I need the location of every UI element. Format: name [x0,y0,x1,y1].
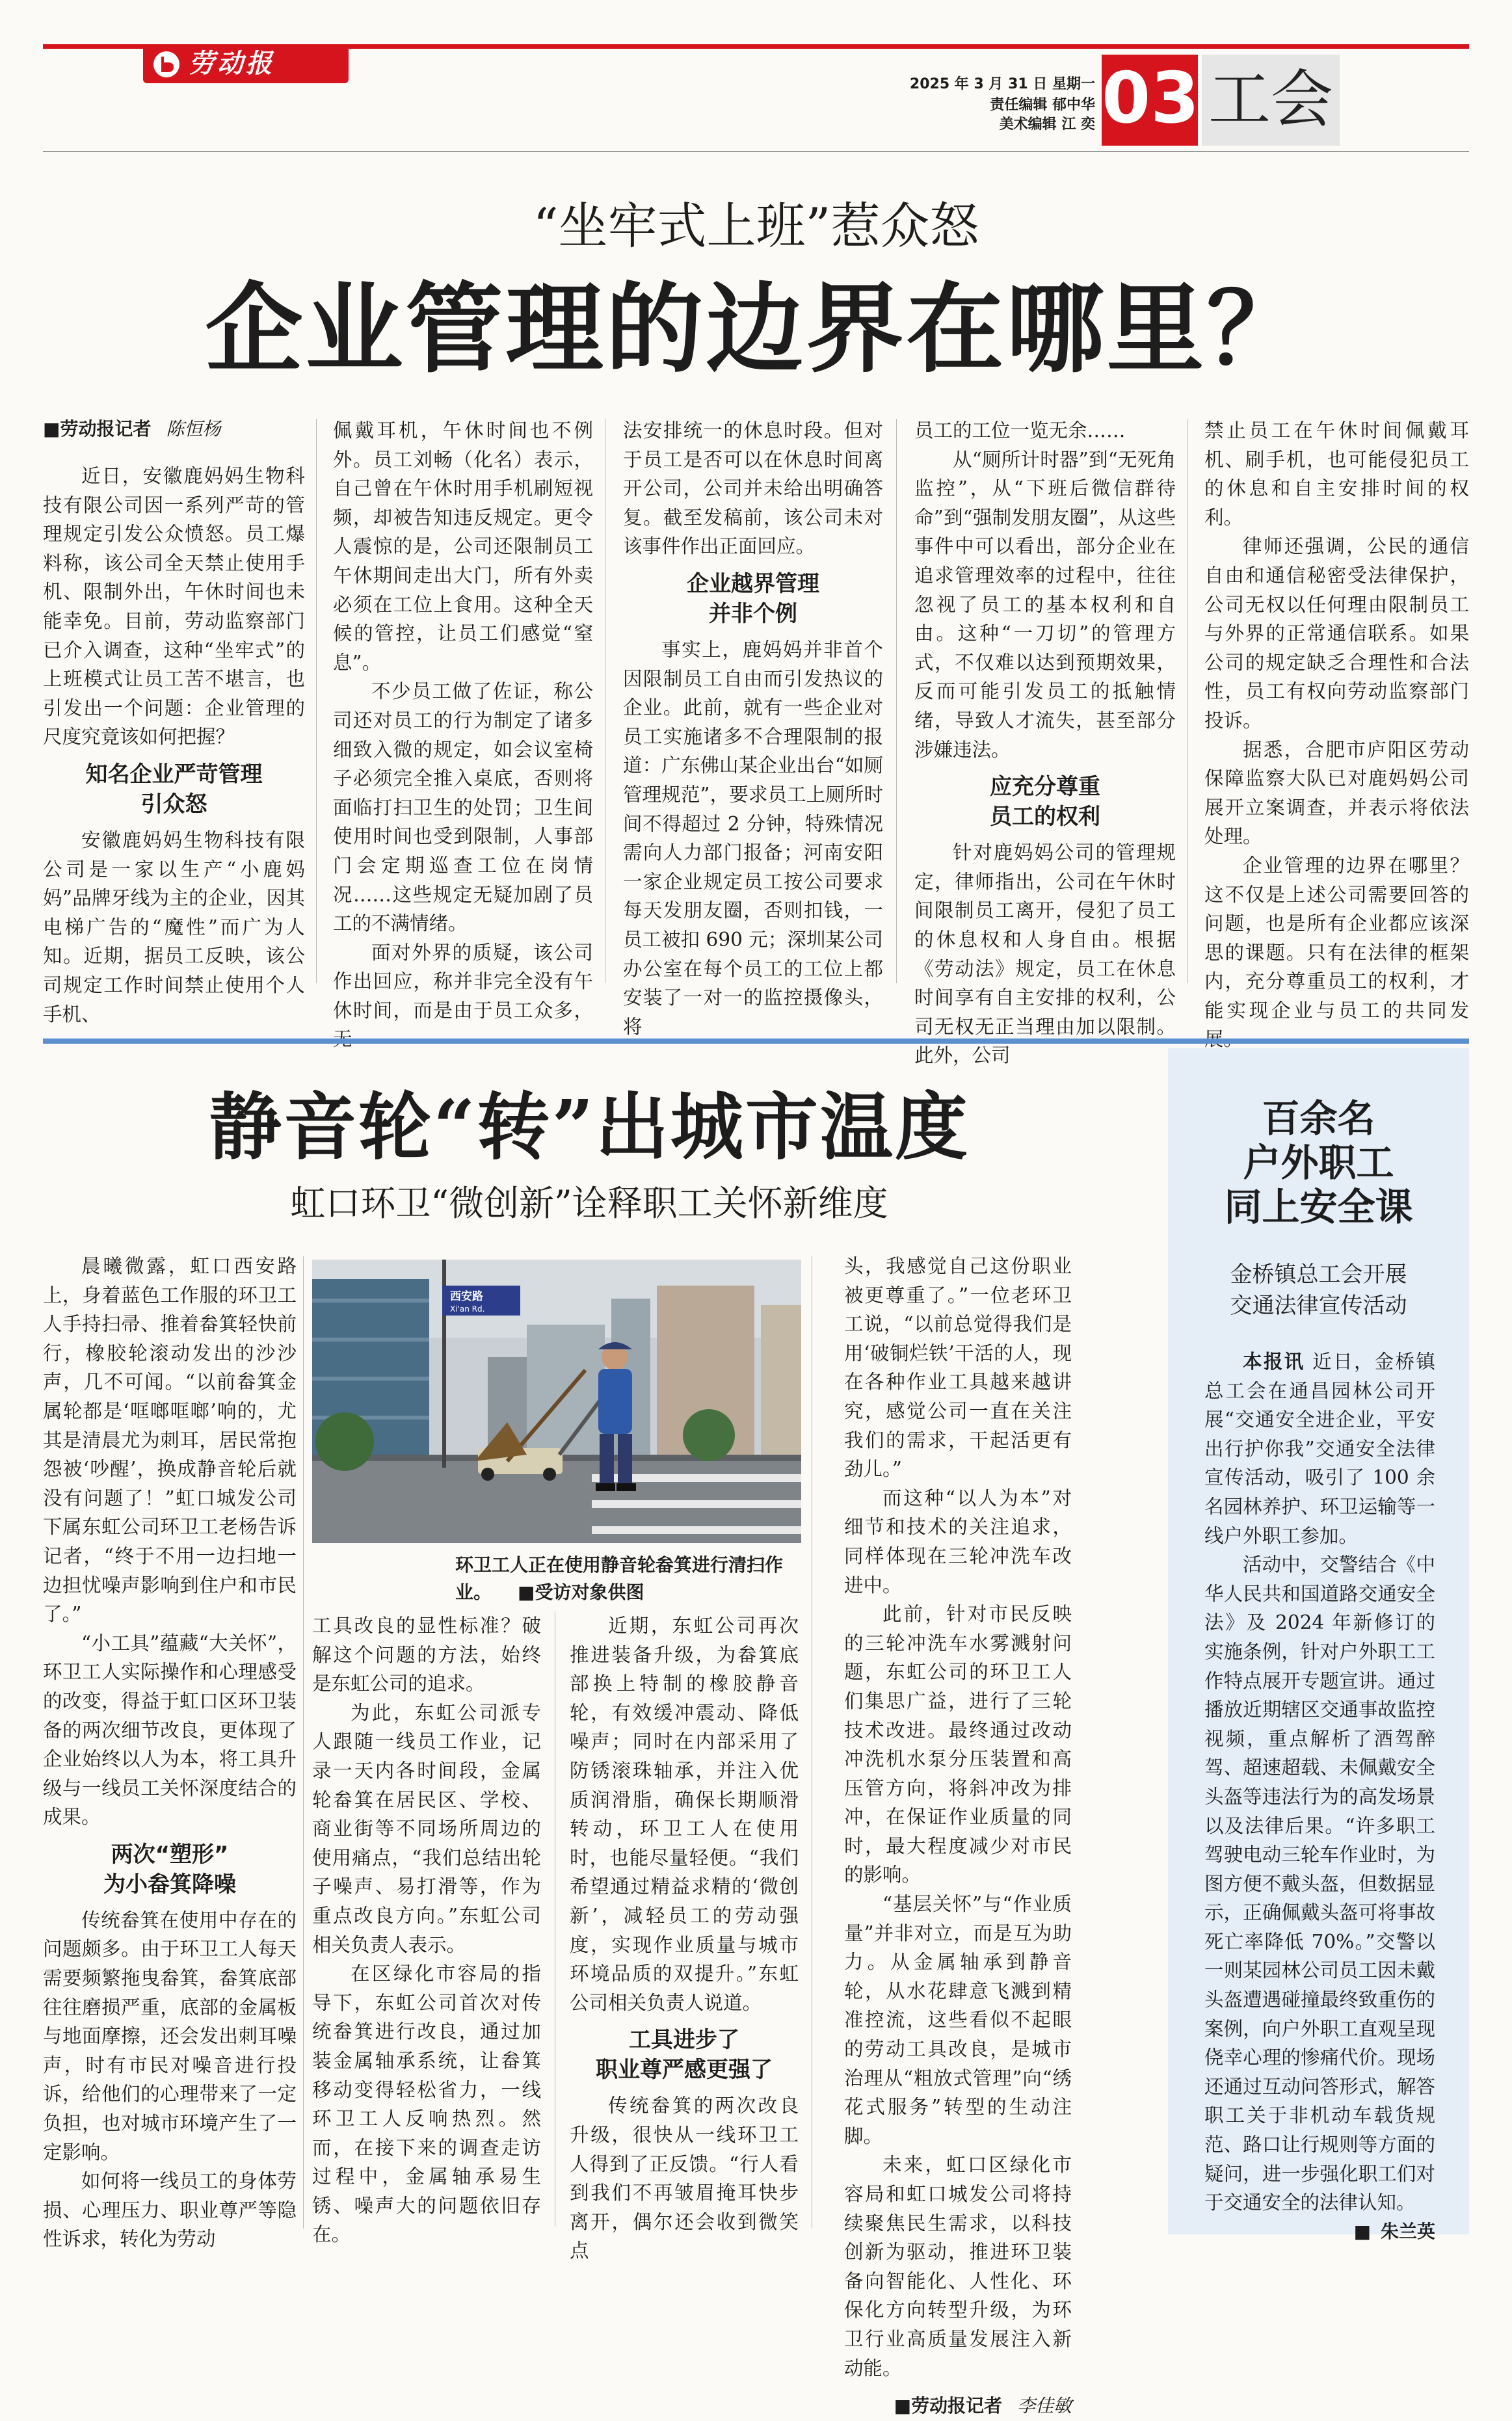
article2-paragraph: 而这种“以人为本”对细节和技术的关注追求，同样体现在三轮冲洗车改进中。 [844,1487,1072,1596]
article1-byline-name: 陈恒杨 [166,418,221,440]
article2-paragraph: 在区绿化市容局的指导下，东虹公司首次对传统畚箕进行改良，通过加装金属轴承系统，让畚箕移动变得轻松省力，一线环卫工人反响热烈。然而，在接下来的调查走访过程中，金属轴承易生锈、噪声大的问题依旧存在。 [312,1963,541,2246]
article1-paragraph: 佩戴耳机，午休时间也不例外。员工刘畅（化名）表示，自己曾在午休时用手机刷短视频，却被告知违反规定。更令人震惊的是，公司还限制员工午休期间走出大门，所有外卖必须在工位上食用。这种全天候的管控，让员工们感觉“窒息”。 [333,419,593,674]
editor-line: 责任编辑 郁中华 [990,97,1095,113]
article2-paragraph: 如何将一线员工的身体劳损、心理压力、职业尊严等隐性诉求，转化为劳动 [43,2170,297,2251]
article2-paragraph: 此前，针对市民反映的三轮冲洗车水雾溅射问题，东虹公司的环卫工人们集思广益，进行了三轮技术改进。最终通过改动冲洗机水泵分压装置和高压管方向，将斜冲改为排冲，在保证作业质量的同时，最大程度减少对市民的影响。 [844,1603,1072,1886]
page-number-box [1102,55,1198,146]
column-divider [896,419,897,983]
article1-paragraph: 安徽鹿妈妈生物科技有限公司是一家以生产“小鹿妈妈”品牌牙线为主的企业，因其电梯广告的“魔性”而广为人知。近期，据员工反映，该公司规定工作时间禁止使用个人手机、 [43,828,305,1025]
masthead-logo [143,44,349,83]
article1-kicker: “坐牢式上班”惹众怒 [533,197,979,255]
article2-byline [844,2392,1072,2421]
article1-paragraph: 禁止员工在午休时间佩戴耳机、刷手机，也可能侵犯员工的休息和自主安排时间的权利。 [1204,419,1469,529]
sidebar-lead-label: 本报讯 [1243,1351,1305,1373]
article2-paragraph: 晨曦微露，虹口西安路上，身着蓝色工作服的环卫工人手持扫帚、推着畚箕轻快前行，橡胶轮滚动发出的沙沙声，几不可闻。“以前畚箕金属轮都是‘哐啷哐啷’响的，尤其是清晨尤为刺耳，居民常抱怨被‘吵醒’，换成静音轮后就没有问题了！”虹口城发公司下属东虹公司环卫工老杨告诉记者，“终于不用一边扫地一边担忧噪声影响到住户和市民了。” [43,1255,297,1626]
column-divider [303,1256,304,2229]
article1-col2 [333,416,593,1054]
article1-paragraph: 从“厕所计时器”到“无死角监控”，从“下班后微信群待命”到“强制发朋友圈”，从这些事件中可以看出，部分企业在追求管理效率的过程中，往往忽视了员工的基本权利和自由。这种“一刀切”的管理方式，不仅难以达到预期效果，反而可能引发员工的抵触情绪，导致人才流失，甚至部分涉嫌违法。 [914,448,1176,761]
article2-paragraph: 近期，东虹公司再次推进装备升级，为畚箕底部换上特制的橡胶静音轮，有效缓冲震动、降低噪声；同时在内部采用了防锈滚珠轴承，并注入优质润滑脂，确保长期顺滑转动，环卫工人在使用时，也能尽量轻便。“我们希望通过精益求精的‘微创新’，减轻员工的劳动强度，实现作业质量与城市环境品质的双提升。”东虹公司相关负责人说道。 [570,1615,799,2014]
article2-col4 [844,1252,1072,2421]
art-editor-line: 美术编辑 江 奕 [999,116,1095,133]
article1-paragraph: 针对鹿妈妈公司的管理规定，律师指出，公司在午休时间限制员工离开，侵犯了员工的休息权和人身自由。根据《劳动法》规定，员工在休息时间享有自主安排的权利，公司无权无正当理由加以限制。此外，公司 [914,841,1176,1067]
article2-paragraph: “小工具”蕴藏“大关怀”，环卫工人实际操作和心理感受的改变，得益于虹口区环卫装备的两次细节改良，更体现了企业始终以人为本，将工具升级与一线员工关怀深度结合的成果。 [43,1632,297,1829]
page-number: 03 [1102,58,1200,139]
article1-paragraph: 法安排统一的休息时段。但对于员工是否可以在休息时间离开公司，公司并未给出明确答复。截至发稿前，该公司未对该事件作出正面回应。 [623,419,883,558]
photo-caption: 环卫工人正在使用静音轮畚箕进行清扫作业。 [455,1554,784,1603]
sidebar-paragraph: 活动中，交警结合《中华人民共和国道路交通安全法》及 2024 年新修订的实施条例，针对户外职工工作特点展开专题宣讲。通过播放近期辖区交通事故监控视频，重点解析了酒驾醉驾、超速超载、未佩戴安全头盔等违法行为的高发场景以及法律后果。“许多职工驾驶电动三轮车作业时，为图方便不戴头盔，但数据显示，正确佩戴头盔可将事故死亡率降低 70%。”交警以一则某园林公司员工因未戴头盔遭遇碰撞最终致重伤的案例，向户外职工直观呈现侥幸心理的惨痛代价。现场还通过互动问答形式，解答职工关于非机动车载货规范、路口让行规则等方面的疑问，进一步强化职工们对于交通安全的法律认知。 [1204,1554,1435,2214]
masthead-bottom-rule [43,151,1469,152]
article2-subhead1: 两次“塑形” 为小畚箕降噪 [103,1841,236,1898]
article1-subhead2: 企业越界管理 并非个例 [687,570,819,627]
article1-paragraph: 近日，安徽鹿妈妈生物科技有限公司因一系列严苛的管理规定引发公众愤怒。员工爆料称，该公司全天禁止使用手机、限制外出，午休时间也未能幸免。目前，劳动监察部门已介入调查，这种“坐牢式”的上班模式让员工苦不堪言，也引发出一个问题：企业管理的尺度究竟该如何把握？ [43,465,305,748]
article2-subhead2: 工具进步了 职业尊严感更强了 [596,2027,773,2084]
article1-col3 [623,416,883,1041]
photo-credit: ■受访对象供图 [518,1581,644,1603]
photo-street-sign-py: Xi'an Rd. [450,1304,485,1314]
article1-col4 [914,416,1176,1070]
article2-byline-label: ■劳动报记者 [894,2395,1003,2417]
article1-byline [43,416,305,442]
article1-paragraph: 不少员工做了佐证，称公司还对员工的行为制定了诸多细致入微的规定，如会议室椅子必须完全推入桌底，否则将面临打扫卫生的处罚；卫生间使用时间也受到限制，人事部门会定期巡查工位在岗情况……这些规定无疑加剧了员工的不满情绪。 [333,680,593,935]
article1-paragraph: 律师还强调，公民的通信自由和通信秘密受法律保护，公司无权以任何理由限制员工与外界的正常通信联系。如果公司的规定缺乏合理性和合法性，员工有权向劳动监察部门投诉。 [1204,535,1469,732]
photo-caption-block [455,1552,801,1606]
article2-paragraph: 头，我感觉自己这份职业被更尊重了。”一位老环卫工说，“以前总觉得我们是用‘破铜烂铁’干活的人，现在各种作业工具越来越讲究，感觉公司一直在关注我们的需求，干起活更有劲儿。” [844,1255,1072,1481]
section-box [1202,55,1340,146]
street-sweeper-photo [312,1260,801,1543]
logo-text: 劳动报 [189,48,274,79]
article2-headline: 静音轮“转”出城市温度 [209,1085,970,1170]
article2-paragraph: 传统畚箕在使用中存在的问题颇多。由于环卫工人每天需要频繁拖曳畚箕，畚箕底部往往磨损严重，底部的金属板与地面摩擦，还会发出刺耳噪声，时有市民对噪音进行投诉，给他们的心理带来了一定负担，也对城市环境产生了一定影响。 [43,1909,297,2163]
logo-badge-icon [152,50,181,79]
article1-paragraph: 企业管理的边界在哪里？这不仅是上述公司需要回答的问题，也是所有企业都应该深思的课题。只有在法律的框架内，充分尊重员工的权利，才能实现企业与员工的共同发 [1204,854,1469,1022]
article2-subheadline: 虹口环卫“微创新”诠释职工关怀新维度 [290,1183,888,1224]
sidebar-subheadline: 金桥镇总工会开展 交通法律宣传活动 [1230,1262,1407,1319]
article1-headline: 企业管理的边界在哪里？ [205,272,1307,386]
article1-col1 [43,416,305,1029]
article1-paragraph: 事实上，鹿妈妈并非首个因限制员工自由而引发热议的企业。此前，就有一些企业对员工实施诸多不合理限制的报道：广东佛山某企业出台“如厕管理规范”，要求员工上厕所时间不得超过 2 分钟，特殊情况需向人力部门报备；河南安阳一家企业规定员工按公司要求每天发朋友圈，否则扣钱，一员工被扣 690 元；深圳某公司办公室在每个员工的工位上都安装了一对一的监控摄像头，将 [623,638,883,1038]
article1-paragraph: 据悉，合肥市庐阳区劳动保障监察大队已对鹿妈妈公司展开立案调查，并表示将依法处理。 [1204,738,1469,848]
article2-photo [312,1260,801,1543]
sidebar-byline-name: 朱兰英 [1380,2220,1435,2242]
column-divider [316,419,317,983]
article2-paragraph: 传统畚箕的两次改良升级，很快从一线环卫工人得到了正反馈。“行人看到我们不再皱眉掩耳快步离开，偶尔还会收到微笑点 [570,2095,799,2262]
article2-paragraph: 工具改良的显性标准？破解这个问题的方法，始终是东虹公司的追求。 [312,1615,541,1695]
article2-col3 [570,1611,799,2266]
article2-byline-name: 李佳敏 [1016,2395,1072,2417]
article1-subhead3: 应充分尊重 员工的权利 [990,774,1100,830]
sidebar-byline-mark: ■ [1353,2220,1372,2242]
sidebar-headline: 百余名 户外职工 同上安全课 [1224,1096,1413,1229]
article2-col2 [312,1611,541,2249]
photo-street-sign-cn: 西安路 [450,1290,483,1303]
article2-paragraph: 为此，东虹公司派专人跟随一线员工作业，记录一天内各时间段，金属轮畚箕在居民区、学校、商业街等不同场所周边的使用痛点，“我们总结出轮子噪声、易打滑等，作为重点改良方向。”东虹公司相关负责人表示。 [312,1701,541,1956]
column-divider [1187,419,1188,983]
sidebar-paragraph [1204,1347,1435,1550]
article1-byline-label: ■劳动报记者 [43,418,152,440]
section-divider-rule [43,1039,1469,1044]
article2-paragraph: “基层关怀”与“作业质量”并非对立，而是互为助力。从金属轴承到静音轮，从水花肆意飞溅到精准控流，这些看似不起眼的劳动工具改良，是城市治理从“粗放式管理”向“绣花式服务”转型的生动注脚。 [844,1893,1072,2147]
article1-subhead1: 知名企业严苛管理 引众怒 [85,761,263,817]
article1-paragraph: 面对外界的质疑，该公司作出回应，称并非完全没有午休时间，而是由于员工众多， [333,941,593,1022]
article1-col5 [1204,416,1469,1054]
sidebar-byline [1204,2217,1435,2247]
section-name: 工会 [1208,63,1333,136]
sidebar-body [1204,1347,1435,2246]
article2-paragraph: 未来，虹口区绿化市容局和虹口城发公司将持续聚焦民生需求，以科技创新为驱动，推进环卫装备向智能化、人性化、环保化方向转型升级，为环卫行业高质量发展注入新动能。 [844,2154,1072,2379]
article1-paragraph: 员工的工位一览无余…… [914,419,1126,442]
article2-col1 [43,1252,297,2254]
date-line: 2025 年 3 月 31 日 星期一 [909,76,1095,92]
sidebar-paragraph-text: 近日，金桥镇总工会在通昌园林公司开展“交通安全进企业，平安出行护你我”交通安全法律宣传活动，吸引了 100 余名园林养护、环卫运输等一线户外职工参加。 [1204,1351,1435,1547]
